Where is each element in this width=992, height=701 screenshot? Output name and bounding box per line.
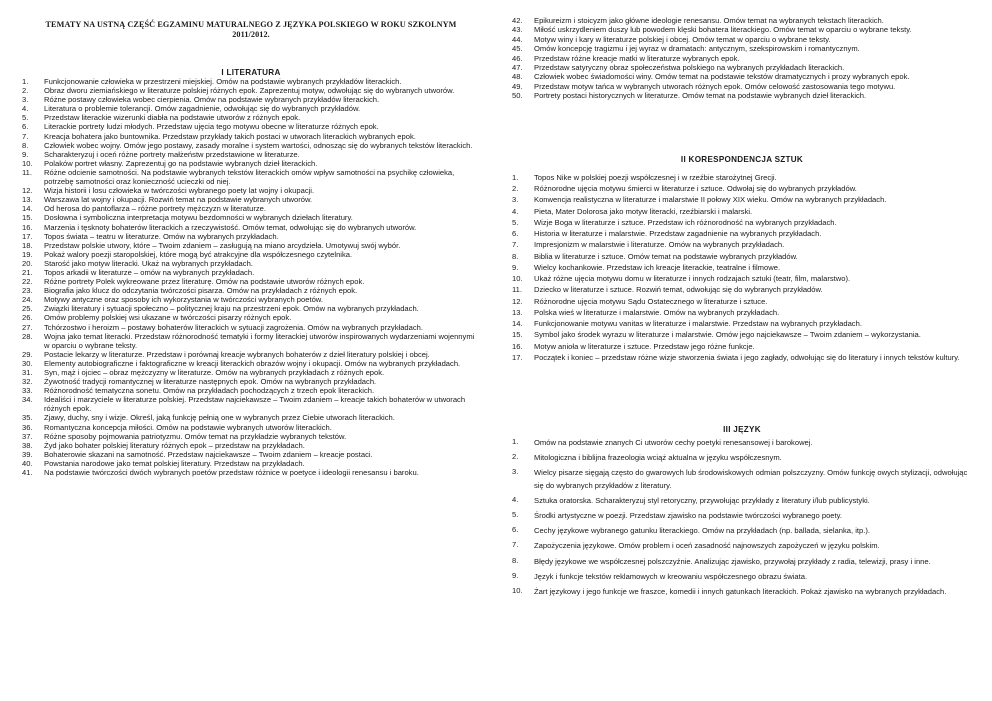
item-number: 32. bbox=[22, 377, 33, 387]
item-number: 1. bbox=[512, 173, 519, 182]
item-text: Wojna jako temat literacki. Przedstaw różnorodność tematyki i formy literackiej utworów inspirowanych wydarzeniami wojennymi w oparciu o wybrane teksty. bbox=[44, 331, 475, 350]
item-number: 26. bbox=[22, 313, 33, 323]
item-text: Przedstaw literackie wizerunki diabła na podstawie utworów z różnych epok. bbox=[44, 113, 301, 123]
item-number: 46. bbox=[512, 53, 523, 63]
item-number: 6. bbox=[512, 229, 519, 239]
item-number: 23. bbox=[22, 286, 33, 296]
list-item bbox=[512, 16, 972, 25]
item-number: 16. bbox=[512, 341, 523, 351]
literatura-list bbox=[22, 77, 480, 477]
list-item bbox=[512, 586, 972, 598]
list-item bbox=[22, 268, 480, 277]
item-number: 15. bbox=[512, 330, 523, 340]
item-number: 2. bbox=[512, 184, 519, 194]
list-item bbox=[512, 263, 972, 272]
item-text: Różne sposoby pojmowania patriotyzmu. Omów temat na przykładzie wybranych tekstów. bbox=[44, 431, 347, 441]
item-number: 50. bbox=[512, 91, 523, 101]
list-item bbox=[22, 86, 480, 95]
item-text: Język i funkcje tekstów reklamowych w kreowaniu współczesnego obrazu świata. bbox=[534, 571, 808, 581]
list-item bbox=[512, 91, 972, 100]
list-item bbox=[22, 213, 480, 222]
list-item bbox=[22, 195, 480, 204]
list-item bbox=[22, 359, 480, 368]
item-text: Topos Nike w polskiej poezji współczesnej i w rzeźbie starożytnej Grecji. bbox=[534, 173, 777, 182]
item-text: Kreacja bohatera jako buntownika. Przedstaw przykłady takich postaci w utworach literackich wybranych epok. bbox=[44, 131, 416, 141]
list-item bbox=[512, 35, 972, 44]
item-number: 25. bbox=[22, 304, 33, 314]
item-text: Różnorodność tematyczna sonetu. Omów na przykładach pochodzących z trzech epok literackich. bbox=[44, 386, 375, 396]
item-number: 7. bbox=[512, 540, 519, 550]
item-number: 24. bbox=[22, 295, 33, 305]
item-text: Żyd jako bohater polskiej literatury różnych epok – przedstaw na przykładach. bbox=[44, 440, 305, 450]
item-text: Topos świata – teatru w literaturze. Omów na wybranych przykładach. bbox=[44, 231, 279, 241]
item-number: 4. bbox=[512, 494, 519, 504]
item-text: Symbol jako środek wyrazu w literaturze i malarstwie. Omów jego najciekawsze – Twoim zdaniem – wykorzystania. bbox=[534, 330, 921, 340]
item-text: Historia w literaturze i malarstwie. Przedstaw zagadnienie na wybranych przykładach. bbox=[534, 229, 822, 239]
list-item bbox=[22, 277, 480, 286]
item-text: Wizja historii i losu człowieka w twórczości wybranego poety lat wojny i okupacji. bbox=[44, 186, 315, 196]
item-text: Człowiek wobec wojny. Omów jego postawy, zasady moralne i system wartości, odnosząc się do wybranych tekstów literackich. bbox=[44, 140, 473, 150]
item-text: Wizje Boga w literaturze i sztuce. Przedstaw ich różnorodność na wybranych przykładach. bbox=[534, 217, 837, 227]
item-text: Romantyczna koncepcja miłości. Omów na podstawie wybranych utworów literackich. bbox=[44, 422, 332, 432]
item-text: Różnorodne ujęcia motywu Sądu Ostatecznego w literaturze i sztuce. bbox=[534, 296, 768, 306]
list-item bbox=[22, 395, 480, 413]
item-number: 10. bbox=[512, 274, 523, 284]
list-item bbox=[22, 286, 480, 295]
item-number: 12. bbox=[512, 296, 523, 306]
item-number: 28. bbox=[22, 331, 33, 341]
item-text: Portrety postaci historycznych w literaturze. Omów temat na podstawie wybranych dzieł literackich. bbox=[534, 91, 867, 101]
list-item bbox=[22, 259, 480, 268]
item-number: 12. bbox=[22, 186, 33, 196]
item-text: Pieta, Mater Dolorosa jako motyw literacki, rzeźbiarski i malarski. bbox=[534, 206, 753, 216]
list-item bbox=[512, 525, 972, 537]
list-item bbox=[512, 467, 972, 491]
item-number: 14. bbox=[22, 204, 33, 214]
list-item bbox=[22, 377, 480, 386]
item-text: Powstania narodowe jako temat polskiej literatury. Przedstaw na przykładach. bbox=[44, 458, 305, 468]
item-number: 17. bbox=[512, 352, 523, 362]
item-number: 3. bbox=[512, 195, 519, 205]
list-item bbox=[512, 82, 972, 91]
list-item bbox=[22, 104, 480, 113]
list-item bbox=[512, 353, 972, 362]
list-item bbox=[22, 150, 480, 159]
item-text: Przedstaw polskie utwory, które – Twoim zdaniem – zasługują na miano arcydzieła. Umotywuj swój wybór. bbox=[44, 240, 401, 250]
item-text: Wielcy pisarze sięgają często do gwarowych lub środowiskowych odmian polszczyzny. Omów funkcję owych stylizacji, odwołując się do wybranych przykładów z literatury. bbox=[534, 468, 968, 490]
item-number: 37. bbox=[22, 431, 33, 441]
item-text: Różne portrety Polek wykreowane przez literaturę. Omów na podstawie utworów różnych epok. bbox=[44, 277, 365, 287]
item-number: 43. bbox=[512, 25, 523, 35]
item-text: Zapożyczenia językowe. Omów problem i oceń zasadność najnowszych zapożyczeń w języku polskim. bbox=[534, 541, 880, 551]
list-item bbox=[22, 304, 480, 313]
list-item bbox=[512, 437, 972, 449]
item-number: 49. bbox=[512, 81, 523, 91]
list-item bbox=[512, 207, 972, 216]
item-text: Różne odcienie samotności. Na podstawie wybranych tekstów literackich omów wpływ samotności na psychikę człowieka, potrzebę samotności oraz konieczność ucieczki od niej. bbox=[44, 167, 455, 187]
item-text: Omów koncepcję tragizmu i jej wyraz w dramatach: antycznym, szekspirowskim i romantycznym. bbox=[534, 44, 860, 54]
item-text: Epikureizm i stoicyzm jako główne ideologie renesansu. Omów temat na wybranych tekstach literackich. bbox=[534, 16, 884, 25]
item-number: 39. bbox=[22, 449, 33, 459]
list-item bbox=[512, 571, 972, 583]
list-item bbox=[512, 252, 972, 261]
item-text: Topos arkadii w literaturze – omów na wybranych przykładach. bbox=[44, 267, 255, 277]
list-item bbox=[22, 159, 480, 168]
list-item bbox=[512, 218, 972, 227]
list-item bbox=[512, 44, 972, 53]
item-text: Elementy autobiograficzne i faktograficzne w kreacji literackich obrazów wojny i okupacji. Omów na wybranych przykładach. bbox=[44, 358, 461, 368]
item-number: 5. bbox=[512, 510, 519, 520]
list-item bbox=[22, 350, 480, 359]
list-item bbox=[512, 25, 972, 34]
item-number: 42. bbox=[512, 16, 523, 25]
item-text: Omów problemy polskiej wsi ukazane w twórczości pisarzy różnych epok. bbox=[44, 313, 292, 323]
list-item bbox=[512, 240, 972, 249]
list-item bbox=[512, 195, 972, 204]
item-number: 35. bbox=[22, 413, 33, 423]
item-text: Mitologiczna i biblijna frazeologia wciąż aktualna w języku współczesnym. bbox=[534, 453, 782, 463]
list-item bbox=[22, 423, 480, 432]
item-number: 16. bbox=[22, 222, 33, 232]
item-text: Obraz dworu ziemiańskiego w literaturze polskiej różnych epok. Zaprezentuj motyw, odwołując się do wybranych utworów. bbox=[44, 86, 455, 96]
item-number: 17. bbox=[22, 231, 33, 241]
item-number: 7. bbox=[512, 240, 519, 250]
item-number: 5. bbox=[22, 113, 29, 123]
item-number: 10. bbox=[512, 586, 523, 596]
item-text: Bohaterowie skazani na samotność. Przedstaw najciekawsze – Twoim zdaniem – kreacje postaci. bbox=[44, 449, 373, 459]
item-number: 30. bbox=[22, 358, 33, 368]
list-item bbox=[512, 297, 972, 306]
page-title-line-2: 2011/2012. bbox=[232, 30, 270, 39]
item-text: Syn, mąż i ojciec – obraz mężczyzny w literaturze. Omów na wybranych przykładach z różnych epok. bbox=[44, 368, 385, 377]
list-item bbox=[22, 468, 480, 477]
item-text: Literatura o problemie tolerancji. Omów zagadnienie, odwołując się do wybranych przykładów. bbox=[44, 104, 361, 114]
jezyk-list bbox=[512, 437, 972, 601]
list-item bbox=[22, 204, 480, 213]
list-item bbox=[512, 308, 972, 317]
list-item bbox=[512, 274, 972, 283]
item-number: 1. bbox=[22, 77, 29, 86]
item-number: 47. bbox=[512, 62, 523, 72]
item-text: Marzenia i tęsknoty bohaterów literackich a rzeczywistość. Omów temat, odwołując się do wybranych utworów. bbox=[44, 222, 417, 232]
list-item bbox=[22, 459, 480, 468]
section-heading-jezyk: III JĘZYK bbox=[723, 425, 761, 434]
item-number: 6. bbox=[22, 122, 29, 132]
item-text: Różne postawy człowieka wobec cierpienia. Omów na podstawie wybranych przykładów literackich. bbox=[44, 95, 380, 105]
item-text: Polaków portret własny. Zaprezentuj go na podstawie wybranych dzieł literackich. bbox=[44, 158, 318, 168]
list-item bbox=[512, 510, 972, 522]
item-text: Konwencja realistyczna w literaturze i malarstwie II połowy XIX wieku. Omów na wybranych przykładach. bbox=[534, 195, 887, 205]
section-heading-literatura: I LITERATURA bbox=[221, 68, 281, 77]
item-text: Scharakteryzuj i oceń różne portrety małżeństw przedstawione w literaturze. bbox=[44, 149, 300, 159]
item-number: 3. bbox=[512, 467, 519, 477]
item-number: 31. bbox=[22, 368, 33, 377]
list-item bbox=[22, 241, 480, 250]
item-text: Motywy antyczne oraz sposoby ich wykorzystania w twórczości wybranych poetów. bbox=[44, 295, 323, 305]
item-text: Przedstaw różne kreacje matki w literaturze wybranych epok. bbox=[534, 53, 740, 63]
page-title bbox=[22, 20, 480, 40]
item-text: Człowiek wobec świadomości winy. Omów temat na podstawie tekstów dramatycznych i prozy wybranych epok. bbox=[534, 72, 910, 82]
list-item bbox=[512, 319, 972, 328]
item-text: Sztuka oratorska. Scharakteryzuj styl retoryczny, przywołując przykłady z literatury i/lub publicystyki. bbox=[534, 495, 870, 505]
list-item bbox=[512, 540, 972, 552]
item-text: Omów na podstawie znanych Ci utworów cechy poetyki renesansowej i barokowej. bbox=[534, 438, 813, 447]
item-number: 13. bbox=[22, 195, 33, 205]
item-number: 15. bbox=[22, 213, 33, 223]
item-number: 8. bbox=[512, 251, 519, 261]
item-number: 33. bbox=[22, 386, 33, 396]
item-number: 48. bbox=[512, 72, 523, 82]
list-item bbox=[22, 450, 480, 459]
item-text: Tchórzostwo i heroizm – postawy bohaterów literackich w sytuacji zagrożenia. Omów na wybranych przykładach. bbox=[44, 322, 424, 332]
item-number: 9. bbox=[22, 149, 29, 159]
item-text: Funkcjonowanie motywu vanitas w literaturze i malarstwie. Przedstaw na wybranych przykładach. bbox=[534, 319, 862, 329]
item-text: Żart językowy i jego funkcje we fraszce, komedii i innych gatunkach literackich. Pokaż zjawisko na wybranych przykładach. bbox=[534, 587, 947, 597]
item-text: Literackie portrety ludzi młodych. Przedstaw ujęcia tego motywu obecne w literaturze różnych epok. bbox=[44, 122, 379, 132]
list-item bbox=[512, 556, 972, 568]
item-text: Miłość uskrzydleniem duszy lub powodem klęski bohatera literackiego. Omów temat w oparciu o wybrane teksty. bbox=[534, 25, 912, 35]
item-number: 5. bbox=[512, 217, 519, 227]
list-item bbox=[22, 95, 480, 104]
list-item bbox=[512, 229, 972, 238]
item-text: Postacie lekarzy w literaturze. Przedstaw i porównaj kreacje wybranych bohaterów z dzieł literatury polskiej i obcej. bbox=[44, 349, 430, 359]
item-number: 36. bbox=[22, 422, 33, 432]
list-item bbox=[22, 141, 480, 150]
item-number: 11. bbox=[22, 167, 32, 177]
item-number: 13. bbox=[512, 307, 523, 317]
list-item bbox=[22, 413, 480, 422]
item-number: 2. bbox=[512, 452, 519, 462]
item-text: Motyw winy i kary w literaturze polskiej i obcej. Omów temat w oparciu o wybrane teksty. bbox=[534, 34, 831, 44]
list-item bbox=[512, 72, 972, 81]
item-text: Biografia jako klucz do odczytania twórczości pisarza. Omów na przykładach z różnych epok. bbox=[44, 286, 358, 296]
list-item bbox=[22, 223, 480, 232]
list-item bbox=[22, 77, 480, 86]
item-number: 1. bbox=[512, 437, 519, 446]
item-text: Funkcjonowanie człowieka w przestrzeni miejskiej. Omów na podstawie wybranych przykładów literackich. bbox=[44, 77, 402, 86]
list-item bbox=[22, 323, 480, 332]
item-text: Żywotność tradycji romantycznej w literaturze następnych epok. Omów na wybranych przykładach. bbox=[44, 377, 377, 387]
item-number: 21. bbox=[22, 267, 33, 277]
item-number: 18. bbox=[22, 240, 33, 250]
list-item bbox=[512, 184, 972, 193]
list-item bbox=[512, 452, 972, 464]
list-item bbox=[22, 232, 480, 241]
item-number: 22. bbox=[22, 277, 33, 287]
list-item bbox=[22, 132, 480, 141]
item-number: 40. bbox=[22, 458, 33, 468]
page-title-line-1: TEMATY NA USTNĄ CZĘŚĆ EGZAMINU MATURALNEGO Z JĘZYKA POLSKIEGO W ROKU SZKOLNYM bbox=[45, 20, 457, 29]
item-number: 34. bbox=[22, 395, 33, 405]
list-item bbox=[22, 432, 480, 441]
item-number: 9. bbox=[512, 262, 519, 272]
item-text: Przedstaw motyw tańca w wybranych utworach różnych epok. Omów celowość zastosowania tego motywu. bbox=[534, 81, 896, 91]
list-item bbox=[22, 295, 480, 304]
korespondencja-list bbox=[512, 173, 972, 364]
list-item bbox=[22, 441, 480, 450]
item-text: Motyw anioła w literaturze i sztuce. Przedstaw jego różne funkcje. bbox=[534, 341, 755, 351]
item-number: 3. bbox=[22, 95, 29, 105]
item-number: 20. bbox=[22, 258, 33, 268]
item-number: 19. bbox=[22, 249, 33, 259]
item-number: 2. bbox=[22, 86, 29, 96]
list-item bbox=[22, 250, 480, 259]
list-item bbox=[512, 285, 972, 294]
item-text: Idealiści i marzyciele w literaturze polskiej. Przedstaw najciekawsze – Twoim zdaniem – kreacje takich bohaterów w utworach różnych epok. bbox=[44, 395, 466, 414]
list-item bbox=[22, 313, 480, 322]
list-item bbox=[512, 63, 972, 72]
item-number: 10. bbox=[22, 158, 33, 168]
item-text: Ukaż różne ujęcia motywu domu w literaturze i innych rodzajach sztuki (teatr, film, malarstwo). bbox=[534, 274, 851, 284]
item-text: Różnorodne ujęcia motywu śmierci w literaturze i sztuce. Odwołaj się do wybranych przykładów. bbox=[534, 184, 857, 194]
list-item bbox=[22, 368, 480, 377]
list-item bbox=[512, 495, 972, 507]
list-item bbox=[22, 113, 480, 122]
list-item bbox=[22, 186, 480, 195]
list-item bbox=[512, 54, 972, 63]
item-text: Od herosa do pantoflarza – różne portrety mężczyzn w literaturze. bbox=[44, 204, 267, 214]
item-number: 7. bbox=[22, 131, 29, 141]
item-text: Pokaż walory poezji staropolskiej, które mogą być atrakcyjne dla współczesnego czytelnika. bbox=[44, 249, 353, 259]
item-text: Dosłowna i symboliczna interpretacja motywu bezdomności w wybranych dziełach literatury. bbox=[44, 213, 353, 223]
item-number: 9. bbox=[512, 570, 519, 580]
item-text: Środki artystyczne w poezji. Przedstaw zjawisko na podstawie twórczości wybranego poety. bbox=[534, 511, 842, 521]
item-number: 4. bbox=[22, 104, 29, 114]
item-text: Błędy językowe we współczesnej polszczyźnie. Analizując zjawisko, przywołaj przykłady z radia, telewizji, prasy i inne. bbox=[534, 556, 931, 566]
item-number: 45. bbox=[512, 44, 523, 54]
item-text: Starość jako motyw literacki. Ukaż na wybranych przykładach. bbox=[44, 258, 253, 268]
item-text: Przedstaw satyryczny obraz społeczeństwa polskiego na wybranych przykładach literackich. bbox=[534, 62, 845, 72]
list-item bbox=[512, 173, 972, 182]
item-text: Polska wieś w literaturze i malarstwie. Omów na wybranych przykładach. bbox=[534, 307, 780, 317]
list-item bbox=[22, 122, 480, 131]
literatura-list-continued bbox=[512, 16, 972, 101]
item-text: Początek i koniec – przedstaw różne wizje stworzenia świata i jego zagłady, odwołując się do literatury i innych tekstów kultury. bbox=[534, 352, 960, 362]
item-text: Impresjonizm w malarstwie i literaturze. Omów na wybranych przykładach. bbox=[534, 240, 785, 250]
list-item bbox=[512, 330, 972, 339]
item-number: 41. bbox=[22, 468, 33, 478]
item-number: 11. bbox=[512, 285, 522, 295]
list-item bbox=[22, 168, 480, 186]
item-text: Cechy językowe wybranego gatunku literackiego. Omów na przykładach (np. ballada, sielanka, itp.). bbox=[534, 526, 870, 536]
item-text: Dziecko w literaturze i sztuce. Rozwiń temat, odwołując się do wybranych przykładów. bbox=[534, 285, 823, 295]
item-number: 29. bbox=[22, 349, 33, 359]
item-text: Biblia w literaturze i sztuce. Omów temat na podstawie wybranych przykładów. bbox=[534, 251, 798, 261]
item-number: 44. bbox=[512, 34, 523, 44]
item-number: 38. bbox=[22, 440, 33, 450]
item-text: Warszawa lat wojny i okupacji. Rozwiń temat na podstawie wybranych utworów. bbox=[44, 195, 313, 205]
item-text: Na podstawie twórczości dwóch wybranych poetów przedstaw różnice w poetyce i ideologii renesansu i baroku. bbox=[44, 468, 419, 478]
item-number: 14. bbox=[512, 319, 523, 329]
list-item bbox=[512, 342, 972, 351]
item-number: 4. bbox=[512, 206, 519, 216]
item-number: 27. bbox=[22, 322, 33, 332]
list-item bbox=[22, 386, 480, 395]
list-item bbox=[22, 332, 480, 350]
item-number: 8. bbox=[22, 140, 29, 150]
item-text: Wielcy kochankowie. Przedstaw ich kreacje literackie, teatralne i filmowe. bbox=[534, 262, 781, 272]
section-heading-korespondencja: II KORESPONDENCJA SZTUK bbox=[680, 155, 804, 164]
item-number: 6. bbox=[512, 525, 519, 535]
item-number: 8. bbox=[512, 555, 519, 565]
item-text: Zjawy, duchy, sny i wizje. Określ, jaką funkcję pełnią one w wybranych przez Ciebie utworach literackich. bbox=[44, 413, 395, 423]
item-text: Związki literatury i sytuacji społeczno – politycznej kraju na przestrzeni epok. Omów na wybranych przykładach. bbox=[44, 304, 419, 314]
